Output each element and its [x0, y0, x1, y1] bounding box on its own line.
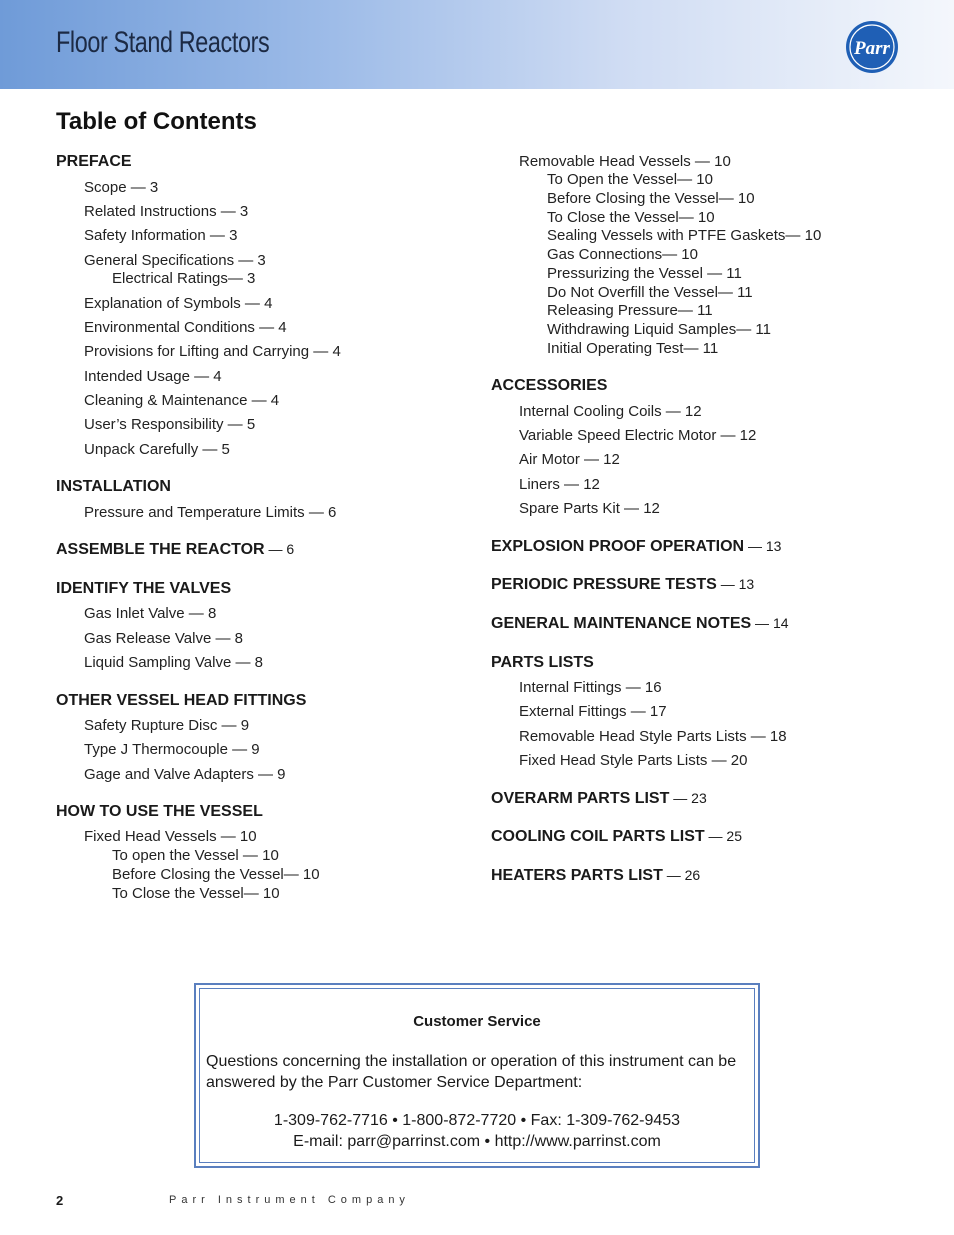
toc-subentry [547, 265, 742, 282]
toc-label: Related Instructions — 3 [84, 203, 249, 220]
toc-section [491, 538, 781, 556]
customer-service-inner-border [199, 988, 755, 1163]
toc-heading: Table of Contents [56, 108, 257, 135]
toc-label: Gas Connections— 10 [547, 246, 698, 263]
toc-entry [84, 227, 237, 244]
toc-label: To Close the Vessel— 10 [112, 885, 280, 902]
toc-entry [519, 153, 731, 170]
toc-label: ASSEMBLE THE REACTOR [56, 541, 265, 558]
toc-entry [84, 766, 286, 783]
toc-entry [84, 343, 341, 360]
toc-entry [84, 319, 287, 336]
toc-label: Internal Cooling Coils — 12 [519, 403, 702, 420]
toc-section [56, 803, 263, 821]
toc-section [491, 654, 594, 672]
toc-entry [84, 717, 249, 734]
toc-label: INSTALLATION [56, 478, 171, 495]
toc-entry [519, 476, 600, 493]
toc-label: OVERARM PARTS LIST [491, 790, 670, 807]
toc-label: Before Closing the Vessel— 10 [547, 190, 755, 207]
toc-entry [519, 679, 662, 696]
toc-page: — 26 [662, 867, 701, 883]
toc-entry [84, 392, 279, 409]
toc-subentry [547, 227, 821, 244]
toc-entry [519, 427, 756, 444]
customer-service-text: Questions concerning the installation or operation of this instrument can be answered by the Parr Customer Service Department: [206, 1053, 737, 1091]
toc-label: Withdrawing Liquid Samples— 11 [547, 321, 771, 338]
toc-label: Pressure and Temperature Limits — 6 [84, 504, 337, 521]
toc-label: Scope — 3 [84, 179, 159, 196]
toc-entry [84, 179, 158, 196]
toc-subentry [547, 190, 755, 207]
toc-entry [84, 252, 266, 269]
toc-label: Releasing Pressure— 11 [547, 302, 713, 319]
toc-label: Intended Usage — 4 [84, 368, 222, 385]
toc-subentry [547, 284, 753, 301]
toc-section [491, 377, 607, 395]
logo-text: Parr [854, 38, 890, 59]
toc-label: Air Motor — 12 [519, 451, 620, 468]
toc-section [56, 580, 231, 598]
toc-entry [84, 828, 257, 845]
toc-section [56, 541, 294, 559]
toc-label: Electrical Ratings— 3 [112, 270, 256, 287]
toc-section [491, 576, 754, 594]
toc-subentry [547, 302, 713, 319]
toc-entry [84, 416, 255, 433]
toc-entry [519, 451, 620, 468]
toc-page: — 6 [264, 541, 295, 557]
toc-section [56, 478, 171, 496]
toc-label: ACCESSORIES [491, 377, 608, 394]
toc-label: Variable Speed Electric Motor — 12 [519, 427, 757, 444]
customer-service-phones: 1-309-762-7716 • 1-800-872-7720 • Fax: 1-309-762-9453 [273, 1112, 681, 1129]
toc-subentry [547, 246, 698, 263]
toc-label: To open the Vessel — 10 [112, 847, 279, 864]
toc-page: — 23 [669, 790, 707, 806]
toc-label: Internal Fittings — 16 [519, 679, 662, 696]
toc-section [491, 867, 700, 885]
toc-label: Before Closing the Vessel— 10 [112, 866, 320, 883]
toc-label: Gas Release Valve — 8 [84, 630, 243, 647]
page-number: 2 [56, 1193, 64, 1208]
toc-subentry [112, 885, 280, 902]
customer-service-title: Customer Service [413, 1013, 541, 1030]
toc-label: Initial Operating Test— 11 [547, 340, 719, 357]
toc-label: Do Not Overfill the Vessel— 11 [547, 284, 753, 301]
toc-section [491, 828, 742, 846]
toc-label: Cleaning & Maintenance — 4 [84, 392, 280, 409]
toc-label: User’s Responsibility — 5 [84, 416, 256, 433]
toc-entry [84, 295, 272, 312]
toc-subentry [112, 866, 320, 883]
toc-entry [519, 752, 747, 769]
toc-entry [519, 500, 660, 517]
toc-section [491, 615, 789, 633]
toc-label: Removable Head Style Parts Lists — 18 [519, 728, 787, 745]
page-title: Floor Stand Reactors [56, 26, 270, 59]
toc-label: Removable Head Vessels — 10 [519, 153, 731, 170]
toc-label: OTHER VESSEL HEAD FITTINGS [56, 692, 307, 709]
toc-subentry [547, 340, 718, 357]
toc-page: — 25 [704, 828, 742, 844]
toc-label: PREFACE [56, 153, 132, 170]
toc-label: Explanation of Symbols — 4 [84, 295, 273, 312]
customer-service-contact [200, 1110, 754, 1152]
toc-label: Sealing Vessels with PTFE Gaskets— 10 [547, 227, 822, 244]
toc-label: PERIODIC PRESSURE TESTS [491, 576, 717, 593]
toc-entry [84, 654, 263, 671]
toc-subentry [112, 847, 279, 864]
toc-subentry [547, 171, 713, 188]
toc-entry [84, 203, 248, 220]
toc-entry [84, 504, 336, 521]
toc-label: Safety Rupture Disc — 9 [84, 717, 250, 734]
toc-entry [84, 630, 243, 647]
parr-logo [845, 20, 899, 74]
toc-label: Type J Thermocouple — 9 [84, 741, 260, 758]
toc-label: Liquid Sampling Valve — 8 [84, 654, 263, 671]
header-banner [0, 0, 954, 89]
toc-label: HOW TO USE THE VESSEL [56, 803, 263, 820]
toc-entry [519, 703, 667, 720]
toc-page: — 13 [716, 576, 755, 592]
customer-service-email: E-mail: parr@parrinst.com • http://www.parrinst.com [293, 1133, 661, 1150]
toc-entry [84, 605, 216, 622]
toc-entry [519, 728, 787, 745]
toc-label: Gage and Valve Adapters — 9 [84, 766, 286, 783]
toc-label: Liners — 12 [519, 476, 600, 493]
toc-label: General Specifications — 3 [84, 252, 266, 269]
footer-company: Parr Instrument Company [169, 1194, 410, 1206]
toc-label: External Fittings — 17 [519, 703, 667, 720]
toc-entry [84, 368, 222, 385]
toc-section [491, 790, 707, 808]
toc-section [56, 692, 306, 710]
toc-label: Pressurizing the Vessel — 11 [547, 265, 742, 282]
toc-page: — 14 [751, 615, 789, 631]
toc-entry [519, 403, 702, 420]
toc-section [56, 153, 132, 171]
toc-page: — 13 [744, 538, 782, 554]
toc-subentry [547, 321, 771, 338]
toc-label: Provisions for Lifting and Carrying — 4 [84, 343, 341, 360]
toc-label: PARTS LISTS [491, 654, 594, 671]
toc-subentry [112, 270, 255, 287]
toc-label: HEATERS PARTS LIST [491, 867, 663, 884]
toc-label: To Open the Vessel— 10 [547, 171, 713, 188]
toc-label: Fixed Head Style Parts Lists — 20 [519, 752, 748, 769]
toc-entry [84, 741, 260, 758]
toc-label: Spare Parts Kit — 12 [519, 500, 660, 517]
toc-label: COOLING COIL PARTS LIST [491, 828, 705, 845]
toc-label: Unpack Carefully — 5 [84, 441, 230, 458]
toc-label: Fixed Head Vessels — 10 [84, 828, 257, 845]
toc-label: Environmental Conditions — 4 [84, 319, 287, 336]
toc-subentry [547, 209, 715, 226]
toc-label: Safety Information — 3 [84, 227, 238, 244]
toc-label: GENERAL MAINTENANCE NOTES [491, 615, 752, 632]
toc-label: IDENTIFY THE VALVES [56, 580, 232, 597]
toc-label: To Close the Vessel— 10 [547, 209, 715, 226]
toc-label: EXPLOSION PROOF OPERATION [491, 538, 745, 555]
toc-entry [84, 441, 230, 458]
toc-label: Gas Inlet Valve — 8 [84, 605, 217, 622]
customer-service-box [194, 983, 760, 1168]
